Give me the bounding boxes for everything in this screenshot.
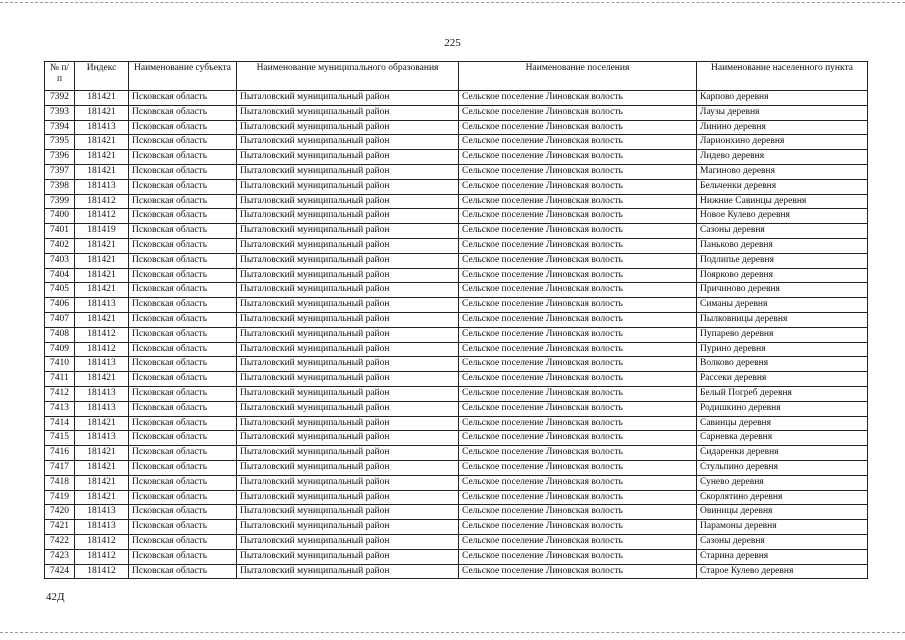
cell-locality: Сидаренки деревня — [697, 446, 868, 461]
cell-municipality: Пыталовский муниципальный район — [237, 194, 459, 209]
cell-settlement: Сельское поселение Линовская волость — [459, 490, 697, 505]
cell-locality: Овиницы деревня — [697, 505, 868, 520]
cell-settlement: Сельское поселение Линовская волость — [459, 475, 697, 490]
cell-municipality: Пыталовский муниципальный район — [237, 150, 459, 165]
cell-subject: Псковская область — [129, 209, 237, 224]
cell-locality: Стульпино деревня — [697, 460, 868, 475]
cell-index: 181421 — [75, 283, 129, 298]
header-cell-settlement: Наименование поселения — [459, 62, 697, 91]
cell-settlement: Сельское поселение Линовская волость — [459, 342, 697, 357]
cell-locality: Родишкино деревня — [697, 401, 868, 416]
table-row — [45, 91, 868, 106]
cell-settlement: Сельское поселение Линовская волость — [459, 401, 697, 416]
table-row — [45, 268, 868, 283]
cell-locality: Новое Кулево деревня — [697, 209, 868, 224]
cell-subject: Псковская область — [129, 120, 237, 135]
table-row — [45, 386, 868, 401]
table-row — [45, 120, 868, 135]
cell-settlement: Сельское поселение Линовская волость — [459, 135, 697, 150]
table-row — [45, 238, 868, 253]
cell-subject: Псковская область — [129, 357, 237, 372]
cell-municipality: Пыталовский муниципальный район — [237, 416, 459, 431]
cell-subject: Псковская область — [129, 179, 237, 194]
cell-number: 7420 — [45, 505, 75, 520]
header-cell-municipality: Наименование муниципального образования — [237, 62, 459, 91]
cell-index: 181421 — [75, 312, 129, 327]
cell-subject: Псковская область — [129, 520, 237, 535]
table-row — [45, 416, 868, 431]
cell-index: 181413 — [75, 357, 129, 372]
cell-municipality: Пыталовский муниципальный район — [237, 327, 459, 342]
cell-settlement: Сельское поселение Линовская волость — [459, 283, 697, 298]
cell-index: 181421 — [75, 446, 129, 461]
cell-index: 181421 — [75, 135, 129, 150]
header-cell-number: № п/п — [45, 62, 75, 91]
cell-subject: Псковская область — [129, 327, 237, 342]
cell-index: 181421 — [75, 238, 129, 253]
header-cell-index: Индекс — [75, 62, 129, 91]
cell-municipality: Пыталовский муниципальный район — [237, 224, 459, 239]
cell-index: 181421 — [75, 372, 129, 387]
table-header — [45, 62, 868, 91]
top-scan-border — [0, 2, 905, 3]
cell-subject: Псковская область — [129, 224, 237, 239]
table-row — [45, 327, 868, 342]
cell-municipality: Пыталовский муниципальный район — [237, 490, 459, 505]
cell-settlement: Сельское поселение Линовская волость — [459, 446, 697, 461]
header-cell-locality: Наименование населенного пункта — [697, 62, 868, 91]
table-row — [45, 505, 868, 520]
cell-number: 7395 — [45, 135, 75, 150]
cell-index: 181421 — [75, 253, 129, 268]
cell-number: 7405 — [45, 283, 75, 298]
cell-locality: Нижние Савинцы деревня — [697, 194, 868, 209]
page-number: 225 — [444, 37, 461, 49]
cell-locality: Бельченки деревня — [697, 179, 868, 194]
cell-settlement: Сельское поселение Линовская волость — [459, 416, 697, 431]
cell-municipality: Пыталовский муниципальный район — [237, 549, 459, 564]
table-row — [45, 431, 868, 446]
cell-municipality: Пыталовский муниципальный район — [237, 505, 459, 520]
cell-municipality: Пыталовский муниципальный район — [237, 357, 459, 372]
cell-subject: Псковская область — [129, 564, 237, 579]
cell-subject: Псковская область — [129, 312, 237, 327]
cell-number: 7422 — [45, 534, 75, 549]
table-row — [45, 372, 868, 387]
cell-subject: Псковская область — [129, 534, 237, 549]
cell-number: 7393 — [45, 105, 75, 120]
bottom-scan-border — [0, 632, 905, 633]
cell-municipality: Пыталовский муниципальный район — [237, 446, 459, 461]
cell-locality: Скорлятино деревня — [697, 490, 868, 505]
table-row — [45, 194, 868, 209]
cell-number: 7411 — [45, 372, 75, 387]
cell-index: 181421 — [75, 460, 129, 475]
cell-number: 7413 — [45, 401, 75, 416]
cell-settlement: Сельское поселение Линовская волость — [459, 534, 697, 549]
table-row — [45, 520, 868, 535]
cell-locality: Старое Кулево деревня — [697, 564, 868, 579]
cell-locality: Пупарево деревня — [697, 327, 868, 342]
cell-index: 181412 — [75, 342, 129, 357]
cell-number: 7407 — [45, 312, 75, 327]
cell-subject: Псковская область — [129, 372, 237, 387]
cell-number: 7409 — [45, 342, 75, 357]
cell-subject: Псковская область — [129, 135, 237, 150]
cell-subject: Псковская область — [129, 446, 237, 461]
cell-settlement: Сельское поселение Линовская волость — [459, 238, 697, 253]
table-row — [45, 312, 868, 327]
cell-settlement: Сельское поселение Линовская волость — [459, 194, 697, 209]
cell-subject: Псковская область — [129, 431, 237, 446]
cell-subject: Псковская область — [129, 416, 237, 431]
cell-subject: Псковская область — [129, 91, 237, 106]
cell-locality: Линино деревня — [697, 120, 868, 135]
table-row — [45, 209, 868, 224]
cell-index: 181421 — [75, 150, 129, 165]
cell-municipality: Пыталовский муниципальный район — [237, 401, 459, 416]
cell-subject: Псковская область — [129, 298, 237, 313]
cell-number: 7394 — [45, 120, 75, 135]
cell-index: 181412 — [75, 327, 129, 342]
cell-index: 181421 — [75, 475, 129, 490]
footer-code: 42Д — [46, 591, 65, 603]
cell-locality: Лаузы деревня — [697, 105, 868, 120]
cell-settlement: Сельское поселение Линовская волость — [459, 372, 697, 387]
cell-number: 7397 — [45, 164, 75, 179]
cell-locality: Парамоны деревня — [697, 520, 868, 535]
cell-number: 7419 — [45, 490, 75, 505]
cell-subject: Псковская область — [129, 283, 237, 298]
header-cell-subject: Наименование субъекта — [129, 62, 237, 91]
cell-subject: Псковская область — [129, 253, 237, 268]
cell-locality: Поярково деревня — [697, 268, 868, 283]
table-row — [45, 401, 868, 416]
cell-number: 7399 — [45, 194, 75, 209]
cell-settlement: Сельское поселение Линовская волость — [459, 268, 697, 283]
table-row — [45, 179, 868, 194]
cell-locality: Савинцы деревня — [697, 416, 868, 431]
cell-settlement: Сельское поселение Линовская волость — [459, 298, 697, 313]
cell-settlement: Сельское поселение Линовская волость — [459, 520, 697, 535]
cell-locality: Старина деревня — [697, 549, 868, 564]
cell-settlement: Сельское поселение Линовская волость — [459, 179, 697, 194]
cell-settlement: Сельское поселение Линовская волость — [459, 460, 697, 475]
table-row — [45, 164, 868, 179]
cell-subject: Псковская область — [129, 268, 237, 283]
cell-number: 7398 — [45, 179, 75, 194]
table-row — [45, 150, 868, 165]
cell-settlement: Сельское поселение Линовская волость — [459, 105, 697, 120]
cell-subject: Псковская область — [129, 238, 237, 253]
cell-number: 7404 — [45, 268, 75, 283]
cell-settlement: Сельское поселение Линовская волость — [459, 327, 697, 342]
cell-index: 181413 — [75, 120, 129, 135]
cell-number: 7392 — [45, 91, 75, 106]
cell-number: 7403 — [45, 253, 75, 268]
cell-locality: Волково деревня — [697, 357, 868, 372]
cell-municipality: Пыталовский муниципальный район — [237, 120, 459, 135]
table-row — [45, 475, 868, 490]
cell-subject: Псковская область — [129, 549, 237, 564]
cell-number: 7406 — [45, 298, 75, 313]
table-row — [45, 135, 868, 150]
cell-settlement: Сельское поселение Линовская волость — [459, 150, 697, 165]
cell-number: 7396 — [45, 150, 75, 165]
cell-subject: Псковская область — [129, 475, 237, 490]
cell-subject: Псковская область — [129, 460, 237, 475]
cell-index: 181421 — [75, 416, 129, 431]
cell-locality: Сазоны деревня — [697, 534, 868, 549]
table-row — [45, 490, 868, 505]
cell-index: 181413 — [75, 505, 129, 520]
cell-subject: Псковская область — [129, 401, 237, 416]
cell-municipality: Пыталовский муниципальный район — [237, 372, 459, 387]
cell-index: 181412 — [75, 194, 129, 209]
cell-municipality: Пыталовский муниципальный район — [237, 431, 459, 446]
cell-number: 7416 — [45, 446, 75, 461]
table-row — [45, 105, 868, 120]
cell-subject: Псковская область — [129, 105, 237, 120]
cell-locality: Рассеки деревня — [697, 372, 868, 387]
cell-municipality: Пыталовский муниципальный район — [237, 460, 459, 475]
cell-index: 181413 — [75, 520, 129, 535]
table-row — [45, 224, 868, 239]
cell-settlement: Сельское поселение Линовская волость — [459, 224, 697, 239]
cell-index: 181413 — [75, 401, 129, 416]
cell-subject: Псковская область — [129, 386, 237, 401]
cell-settlement: Сельское поселение Линовская волость — [459, 209, 697, 224]
cell-index: 181421 — [75, 105, 129, 120]
cell-number: 7418 — [45, 475, 75, 490]
cell-locality: Сарневка деревня — [697, 431, 868, 446]
table-body — [45, 91, 868, 579]
cell-index: 181421 — [75, 490, 129, 505]
cell-index: 181421 — [75, 91, 129, 106]
cell-municipality: Пыталовский муниципальный район — [237, 164, 459, 179]
cell-locality: Паньково деревня — [697, 238, 868, 253]
cell-number: 7423 — [45, 549, 75, 564]
cell-number: 7412 — [45, 386, 75, 401]
cell-locality: Причиново деревня — [697, 283, 868, 298]
cell-number: 7424 — [45, 564, 75, 579]
cell-settlement: Сельское поселение Линовская волость — [459, 91, 697, 106]
cell-number: 7401 — [45, 224, 75, 239]
cell-subject: Псковская область — [129, 164, 237, 179]
cell-index: 181421 — [75, 268, 129, 283]
cell-municipality: Пыталовский муниципальный район — [237, 283, 459, 298]
cell-locality: Сунево деревня — [697, 475, 868, 490]
cell-index: 181419 — [75, 224, 129, 239]
cell-locality: Карпово деревня — [697, 91, 868, 106]
settlements-table — [44, 61, 868, 579]
cell-index: 181413 — [75, 431, 129, 446]
cell-municipality: Пыталовский муниципальный район — [237, 268, 459, 283]
cell-municipality: Пыталовский муниципальный район — [237, 564, 459, 579]
cell-locality: Ларионхино деревня — [697, 135, 868, 150]
cell-number: 7414 — [45, 416, 75, 431]
cell-subject: Псковская область — [129, 505, 237, 520]
cell-settlement: Сельское поселение Линовская волость — [459, 164, 697, 179]
cell-subject: Псковская область — [129, 194, 237, 209]
cell-settlement: Сельское поселение Линовская волость — [459, 253, 697, 268]
cell-locality: Симаны деревня — [697, 298, 868, 313]
table-row — [45, 283, 868, 298]
cell-settlement: Сельское поселение Линовская волость — [459, 564, 697, 579]
cell-index: 181413 — [75, 179, 129, 194]
header-row — [45, 62, 868, 91]
table-row — [45, 357, 868, 372]
cell-index: 181413 — [75, 298, 129, 313]
table-row — [45, 564, 868, 579]
cell-index: 181412 — [75, 534, 129, 549]
cell-subject: Псковская область — [129, 490, 237, 505]
cell-locality: Подлипье деревня — [697, 253, 868, 268]
cell-municipality: Пыталовский муниципальный район — [237, 105, 459, 120]
cell-settlement: Сельское поселение Линовская волость — [459, 120, 697, 135]
cell-subject: Псковская область — [129, 342, 237, 357]
table-row — [45, 298, 868, 313]
table-row — [45, 253, 868, 268]
cell-municipality: Пыталовский муниципальный район — [237, 91, 459, 106]
cell-municipality: Пыталовский муниципальный район — [237, 312, 459, 327]
cell-number: 7415 — [45, 431, 75, 446]
cell-municipality: Пыталовский муниципальный район — [237, 534, 459, 549]
cell-municipality: Пыталовский муниципальный район — [237, 386, 459, 401]
cell-settlement: Сельское поселение Линовская волость — [459, 549, 697, 564]
table-row — [45, 446, 868, 461]
cell-municipality: Пыталовский муниципальный район — [237, 209, 459, 224]
cell-number: 7402 — [45, 238, 75, 253]
cell-municipality: Пыталовский муниципальный район — [237, 238, 459, 253]
table-row — [45, 342, 868, 357]
cell-number: 7421 — [45, 520, 75, 535]
cell-number: 7410 — [45, 357, 75, 372]
table-row — [45, 549, 868, 564]
cell-index: 181412 — [75, 549, 129, 564]
cell-locality: Белый Погреб деревня — [697, 386, 868, 401]
cell-municipality: Пыталовский муниципальный район — [237, 179, 459, 194]
cell-subject: Псковская область — [129, 150, 237, 165]
cell-municipality: Пыталовский муниципальный район — [237, 520, 459, 535]
cell-index: 181421 — [75, 164, 129, 179]
cell-municipality: Пыталовский муниципальный район — [237, 298, 459, 313]
cell-municipality: Пыталовский муниципальный район — [237, 342, 459, 357]
cell-settlement: Сельское поселение Линовская волость — [459, 505, 697, 520]
cell-locality: Пылковницы деревня — [697, 312, 868, 327]
cell-municipality: Пыталовский муниципальный район — [237, 475, 459, 490]
cell-index: 181412 — [75, 564, 129, 579]
cell-locality: Сазоны деревня — [697, 224, 868, 239]
cell-index: 181413 — [75, 386, 129, 401]
cell-municipality: Пыталовский муниципальный район — [237, 135, 459, 150]
cell-settlement: Сельское поселение Линовская волость — [459, 312, 697, 327]
cell-settlement: Сельское поселение Линовская волость — [459, 386, 697, 401]
cell-municipality: Пыталовский муниципальный район — [237, 253, 459, 268]
cell-index: 181412 — [75, 209, 129, 224]
table-row — [45, 534, 868, 549]
cell-number: 7417 — [45, 460, 75, 475]
cell-number: 7400 — [45, 209, 75, 224]
cell-settlement: Сельское поселение Линовская волость — [459, 431, 697, 446]
cell-locality: Пурино деревня — [697, 342, 868, 357]
cell-settlement: Сельское поселение Линовская волость — [459, 357, 697, 372]
cell-number: 7408 — [45, 327, 75, 342]
cell-locality: Магиново деревня — [697, 164, 868, 179]
table-row — [45, 460, 868, 475]
cell-locality: Лидево деревня — [697, 150, 868, 165]
